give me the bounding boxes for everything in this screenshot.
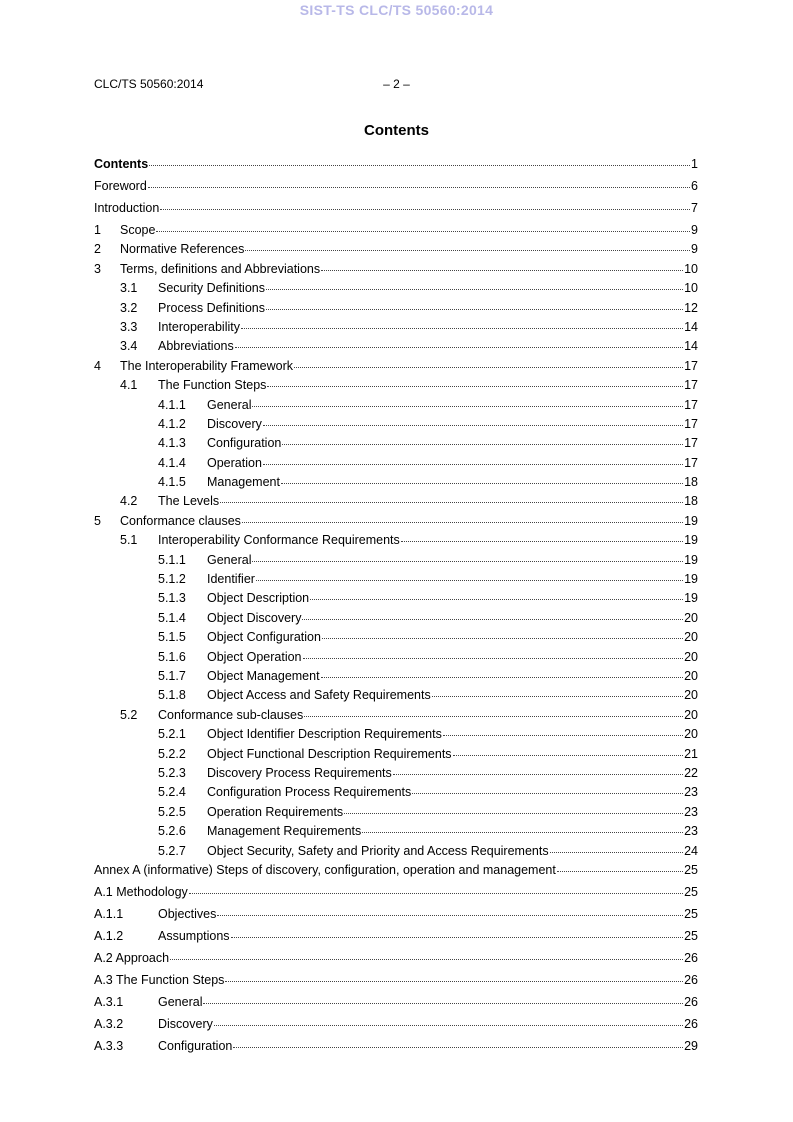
toc-entry-number: 5.1 [120,533,138,548]
toc-entry-title: Operation [207,455,262,470]
toc-entry-title: Object Security, Safety and Priority and Access Requirements [207,843,549,858]
toc-entry-page: 7 [691,201,698,215]
toc-leader-dots [225,969,683,982]
toc-leader-dots [189,881,683,894]
toc-entry-title: A.1 Methodology [94,884,188,899]
toc-leader-dots [362,820,683,833]
toc-entry-title: Discovery [207,416,262,431]
toc-entry-title: Conformance sub-clauses [158,707,304,722]
toc-entry-number: 1 [94,223,101,237]
page-number: – 2 – [383,77,410,91]
page-title: Contents [364,122,429,139]
toc-entry-page: 22 [684,765,698,780]
toc-entry-title: Foreword [94,179,147,193]
toc-entry-title: Abbreviations [158,339,234,354]
toc-entry-number: 3.3 [120,319,138,334]
toc-entry-page: 14 [684,339,698,354]
toc-entry-page: 17 [684,416,698,431]
toc-entry[interactable] [94,177,698,199]
toc-entry-page: 17 [684,455,698,470]
toc-entry-title: Object Identifier Description Requirements [207,727,442,742]
toc-entry-title: Introduction [94,201,160,215]
toc-entry-page: 20 [684,688,698,703]
toc-entry-page: 6 [691,179,698,193]
toc-entry[interactable] [94,927,698,949]
toc-entry-number: 3.1 [120,281,138,296]
toc-leader-dots [322,626,683,639]
toc-entry[interactable] [94,155,698,177]
toc-entry[interactable] [94,949,698,971]
toc-entry-title: Interoperability [158,319,240,334]
toc-entry-number: 5.1.4 [158,610,186,625]
toc-leader-dots [170,947,683,960]
toc-entry-number: A.3.2 [94,1016,124,1031]
toc-leader-dots [453,743,684,756]
toc-entry-number: A.3.1 [94,994,124,1009]
toc-entry-page: 26 [684,950,698,965]
toc-entry-title: General [207,552,252,567]
toc-entry-page: 9 [691,242,698,257]
toc-leader-dots [557,859,683,872]
toc-leader-dots [282,432,683,445]
toc-entry-number: A.1.1 [94,906,124,921]
toc-leader-dots [252,394,683,407]
toc-entry-title: Object Configuration [207,630,321,645]
toc-entry-title: Identifier [207,572,255,587]
toc-entry-number: 5.2.6 [158,824,186,839]
toc-entry-number: 3.2 [120,300,138,315]
toc-entry-title: Configuration [207,436,282,451]
toc-entry-number: 3 [94,261,101,276]
toc-entry-title: Normative References [120,242,245,257]
toc-entry[interactable] [94,861,698,883]
toc-entry[interactable] [94,993,698,1015]
toc-entry-title: Scope [120,223,156,237]
toc-leader-dots [214,1013,683,1026]
toc-entry-title: The Levels [158,494,220,509]
toc-leader-dots [242,510,683,523]
toc-entry-title: A.3 The Function Steps [94,972,225,987]
toc-entry-page: 17 [684,397,698,412]
toc-entry-title: Annex A (informative) Steps of discovery, configuration, operation and management [94,862,556,877]
toc-leader-dots [401,529,683,542]
toc-leader-dots [233,1035,683,1048]
toc-leader-dots [235,335,683,348]
toc-leader-dots [256,568,683,581]
toc-entry-title: Configuration [158,1038,233,1053]
toc-entry-number: 4.1 [120,378,138,393]
toc-leader-dots [241,316,683,329]
toc-entry-title: Terms, definitions and Abbreviations [120,261,321,276]
toc-entry-page: 10 [684,261,698,276]
toc-entry-number: 5.1.6 [158,649,186,664]
toc-entry-number: 5.1.8 [158,688,186,703]
toc-leader-dots [304,704,683,717]
toc-entry-title: Object Management [207,668,320,683]
toc-entry-page: 29 [684,1038,698,1053]
toc-entry-number: 5.1.3 [158,591,186,606]
toc-entry-number: 4 [94,358,101,373]
toc-entry-title: Contents [94,157,149,171]
toc-entry-page: 20 [684,668,698,683]
toc-entry-page: 23 [684,804,698,819]
toc-entry-page: 23 [684,785,698,800]
toc-entry-title: Operation Requirements [207,804,344,819]
toc-leader-dots [156,219,690,232]
toc-entry-title: Object Access and Safety Requirements [207,688,431,703]
table-of-contents [94,155,698,1059]
toc-entry-page: 26 [684,972,698,987]
toc-leader-dots [321,258,683,271]
toc-entry-title: Security Definitions [158,281,265,296]
toc-entry-title: Object Operation [207,649,302,664]
toc-entry-number: 5.1.7 [158,668,186,683]
toc-entry-title: Discovery Process Requirements [207,765,392,780]
toc-entry-page: 20 [684,707,698,722]
toc-entry-number: 5.2.2 [158,746,186,761]
toc-entry[interactable] [94,1015,698,1037]
toc-leader-dots [294,355,683,368]
toc-leader-dots [310,587,683,600]
toc-entry-number: 3.4 [120,339,138,354]
toc-leader-dots [303,646,684,659]
toc-entry-title: Configuration Process Requirements [207,785,412,800]
toc-entry-title: Object Description [207,591,310,606]
toc-entry[interactable] [94,905,698,927]
toc-entry-title: Discovery [158,1016,213,1031]
toc-entry-page: 19 [684,572,698,587]
toc-entry-number: 5.2 [120,707,138,722]
toc-leader-dots [160,197,690,210]
toc-entry-title: A.2 Approach [94,950,170,965]
toc-entry-title: Process Definitions [158,300,265,315]
toc-entry-number: 4.2 [120,494,138,509]
toc-leader-dots [321,665,684,678]
toc-leader-dots [344,801,683,814]
toc-entry-title: The Interoperability Framework [120,358,293,373]
toc-entry-page: 1 [691,157,698,171]
toc-entry-page: 12 [684,300,698,315]
toc-leader-dots [245,238,690,251]
toc-leader-dots [550,840,684,853]
toc-entry-number: 5.1.2 [158,572,186,587]
toc-leader-dots [302,607,683,620]
toc-entry-number: 5.2.4 [158,785,186,800]
document-id: CLC/TS 50560:2014 [94,77,204,91]
toc-entry-title: Objectives [158,906,217,921]
toc-entry-number: 4.1.2 [158,416,186,431]
toc-entry-page: 17 [684,358,698,373]
toc-entry-number: 4.1.3 [158,436,186,451]
toc-entry-title: Management [207,475,280,490]
toc-entry-page: 25 [684,906,698,921]
toc-entry-title: Object Discovery [207,610,302,625]
toc-entry-page: 23 [684,824,698,839]
toc-entry-title: Interoperability Conformance Requirements [158,533,400,548]
toc-leader-dots [148,175,690,188]
toc-leader-dots [231,925,684,938]
toc-entry-number: 5.1.5 [158,630,186,645]
toc-entry-page: 19 [684,533,698,548]
toc-entry-page: 17 [684,378,698,393]
toc-leader-dots [266,297,683,310]
toc-entry-page: 25 [684,884,698,899]
toc-entry-page: 19 [684,591,698,606]
toc-entry-number: A.1.2 [94,928,124,943]
toc-entry-page: 19 [684,552,698,567]
toc-leader-dots [281,471,683,484]
toc-entry-page: 26 [684,994,698,1009]
toc-entry[interactable] [94,883,698,905]
toc-leader-dots [217,903,683,916]
toc-entry-page: 20 [684,649,698,664]
watermark: SIST-TS CLC/TS 50560:2014 [299,2,494,18]
toc-leader-dots [393,762,683,775]
toc-leader-dots [267,374,683,387]
toc-leader-dots [412,781,683,794]
toc-entry-page: 26 [684,1016,698,1031]
toc-entry-page: 20 [684,610,698,625]
toc-entry-number: A.3.3 [94,1038,124,1053]
toc-entry-title: Assumptions [158,928,230,943]
toc-leader-dots [252,549,683,562]
toc-leader-dots [263,452,683,465]
toc-entry[interactable] [94,1037,698,1059]
toc-entry-number: 4.1.4 [158,455,186,470]
toc-entry-page: 20 [684,630,698,645]
toc-entry-title: Object Functional Description Requirements [207,746,452,761]
toc-entry-title: The Function Steps [158,378,267,393]
toc-entry-page: 18 [684,475,698,490]
toc-leader-dots [203,991,683,1004]
toc-entry-page: 14 [684,319,698,334]
toc-entry-page: 21 [684,746,698,761]
toc-entry-page: 19 [684,513,698,528]
toc-leader-dots [220,490,683,503]
toc-entry-number: 5.2.1 [158,727,186,742]
toc-entry-number: 5.2.3 [158,765,186,780]
toc-leader-dots [266,277,683,290]
toc-entry-page: 10 [684,281,698,296]
toc-entry-page: 17 [684,436,698,451]
toc-entry-page: 24 [684,843,698,858]
toc-entry-page: 25 [684,862,698,877]
toc-leader-dots [149,153,690,166]
toc-leader-dots [263,413,683,426]
toc-entry-page: 18 [684,494,698,509]
toc-entry-number: 5 [94,513,101,528]
toc-entry-title: General [207,397,252,412]
toc-leader-dots [432,684,683,697]
toc-entry-title: Management Requirements [207,824,362,839]
toc-entry-page: 20 [684,727,698,742]
toc-entry-page: 25 [684,928,698,943]
toc-entry-number: 5.1.1 [158,552,186,567]
toc-entry-title: Conformance clauses [120,513,241,528]
toc-entry-number: 4.1.1 [158,397,186,412]
toc-entry[interactable] [94,199,698,221]
toc-entry-title: General [158,994,203,1009]
toc-entry-number: 5.2.5 [158,804,186,819]
toc-entry-number: 2 [94,242,101,257]
toc-entry[interactable] [94,971,698,993]
toc-entry-number: 5.2.7 [158,843,186,858]
toc-entry-page: 9 [691,223,698,237]
toc-entry-number: 4.1.5 [158,475,186,490]
toc-leader-dots [443,723,683,736]
